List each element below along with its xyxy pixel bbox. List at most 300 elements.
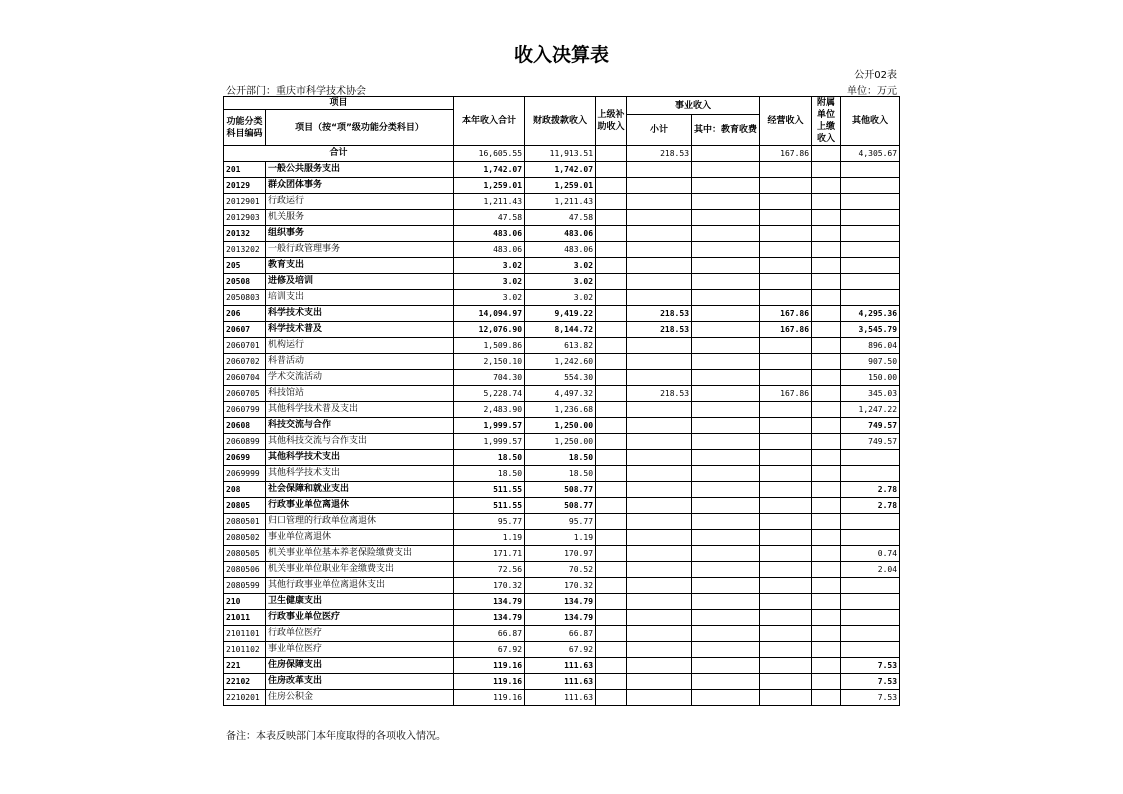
row-cell-career-edu: [692, 578, 760, 594]
row-cell-total: 511.55: [454, 498, 525, 514]
footnote: 备注：本表反映部门本年度取得的各项收入情况。: [226, 731, 446, 742]
row-cell-career-sub: [627, 514, 692, 530]
row-cell-other: [841, 242, 900, 258]
table-row: [224, 482, 900, 498]
header-fiscal: 财政拨款收入: [525, 97, 596, 146]
row-cell-fiscal: 483.06: [525, 226, 596, 242]
row-cell-business: 167.86: [760, 386, 812, 402]
row-cell-fiscal: 18.50: [525, 450, 596, 466]
row-name: 其他科学技术支出: [266, 466, 454, 482]
row-cell-total: 170.32: [454, 578, 525, 594]
row-cell-affiliated: [812, 594, 841, 610]
row-cell-other: 2.04: [841, 562, 900, 578]
row-name: 机关事业单位职业年金缴费支出: [266, 562, 454, 578]
row-name: 科学技术普及: [266, 322, 454, 338]
row-cell-fiscal: 1,250.00: [525, 434, 596, 450]
row-cell-affiliated: [812, 466, 841, 482]
row-cell-fiscal: 3.02: [525, 258, 596, 274]
row-cell-career-sub: [627, 210, 692, 226]
row-cell-career-sub: 218.53: [627, 322, 692, 338]
table-row: [224, 562, 900, 578]
row-cell-subsidy: [596, 434, 627, 450]
table-row: [224, 194, 900, 210]
row-cell-business: [760, 338, 812, 354]
row-cell-business: [760, 610, 812, 626]
row-name: 其他科学技术支出: [266, 450, 454, 466]
row-name: 一般公共服务支出: [266, 162, 454, 178]
row-cell-career-sub: [627, 450, 692, 466]
row-name: 进修及培训: [266, 274, 454, 290]
row-cell-subsidy: [596, 674, 627, 690]
row-cell-business: [760, 626, 812, 642]
row-cell-subsidy: [596, 386, 627, 402]
row-cell-fiscal: 508.77: [525, 498, 596, 514]
row-cell-affiliated: [812, 370, 841, 386]
row-cell-fiscal: 67.92: [525, 642, 596, 658]
row-cell-other: [841, 578, 900, 594]
row-cell-career-sub: [627, 658, 692, 674]
row-cell-total: 119.16: [454, 658, 525, 674]
row-cell-career-sub: [627, 530, 692, 546]
row-cell-fiscal: 3.02: [525, 290, 596, 306]
table-row: [224, 322, 900, 338]
row-code: 2101101: [224, 626, 266, 642]
total-cell-subsidy: [596, 146, 627, 162]
row-cell-other: 7.53: [841, 674, 900, 690]
row-cell-other: [841, 642, 900, 658]
total-label: 合计: [224, 146, 454, 162]
row-cell-career-sub: [627, 466, 692, 482]
row-code: 201: [224, 162, 266, 178]
row-cell-total: 1.19: [454, 530, 525, 546]
table-row: [224, 530, 900, 546]
row-code: 2080505: [224, 546, 266, 562]
row-cell-career-edu: [692, 626, 760, 642]
row-cell-business: [760, 210, 812, 226]
row-cell-affiliated: [812, 514, 841, 530]
row-name: 学术交流活动: [266, 370, 454, 386]
row-cell-subsidy: [596, 194, 627, 210]
row-cell-other: 4,295.36: [841, 306, 900, 322]
row-code: 2101102: [224, 642, 266, 658]
row-cell-career-edu: [692, 466, 760, 482]
row-cell-other: [841, 290, 900, 306]
row-cell-other: 3,545.79: [841, 322, 900, 338]
row-code: 20699: [224, 450, 266, 466]
row-cell-career-edu: [692, 546, 760, 562]
header-business: 经营收入: [760, 97, 812, 146]
row-name: 住房改革支出: [266, 674, 454, 690]
header-total: 本年收入合计: [454, 97, 525, 146]
table-row: [224, 210, 900, 226]
row-cell-career-sub: [627, 354, 692, 370]
row-cell-total: 66.87: [454, 626, 525, 642]
table-row: [224, 594, 900, 610]
row-cell-business: [760, 482, 812, 498]
row-cell-total: 119.16: [454, 674, 525, 690]
row-cell-other: [841, 610, 900, 626]
row-cell-business: [760, 194, 812, 210]
table-row: [224, 370, 900, 386]
row-cell-affiliated: [812, 626, 841, 642]
table-row: [224, 418, 900, 434]
row-cell-business: [760, 690, 812, 706]
row-cell-career-edu: [692, 306, 760, 322]
row-code: 206: [224, 306, 266, 322]
row-cell-affiliated: [812, 242, 841, 258]
row-cell-subsidy: [596, 450, 627, 466]
row-code: 22102: [224, 674, 266, 690]
row-cell-business: [760, 370, 812, 386]
row-cell-career-sub: [627, 690, 692, 706]
row-cell-subsidy: [596, 658, 627, 674]
row-cell-career-sub: [627, 178, 692, 194]
row-cell-total: 2,150.10: [454, 354, 525, 370]
row-cell-affiliated: [812, 450, 841, 466]
row-cell-career-edu: [692, 610, 760, 626]
row-cell-total: 483.06: [454, 226, 525, 242]
row-cell-business: [760, 594, 812, 610]
row-cell-business: [760, 162, 812, 178]
row-cell-fiscal: 1,211.43: [525, 194, 596, 210]
row-cell-subsidy: [596, 290, 627, 306]
table-row: [224, 258, 900, 274]
row-cell-career-edu: [692, 450, 760, 466]
row-code: 2080501: [224, 514, 266, 530]
form-number: 公开02表: [854, 70, 897, 81]
row-cell-business: [760, 642, 812, 658]
table-row: [224, 450, 900, 466]
row-cell-affiliated: [812, 546, 841, 562]
row-cell-fiscal: 3.02: [525, 274, 596, 290]
row-cell-career-edu: [692, 162, 760, 178]
row-cell-other: 2.78: [841, 498, 900, 514]
row-name: 行政事业单位离退休: [266, 498, 454, 514]
row-cell-business: [760, 226, 812, 242]
header-name: 项目（按“项”级功能分类科目）: [266, 110, 454, 146]
row-cell-other: [841, 594, 900, 610]
row-cell-fiscal: 613.82: [525, 338, 596, 354]
row-cell-business: [760, 354, 812, 370]
table-row: [224, 386, 900, 402]
row-cell-other: 7.53: [841, 658, 900, 674]
row-cell-subsidy: [596, 690, 627, 706]
total-cell-career-sub: 218.53: [627, 146, 692, 162]
row-cell-fiscal: 554.30: [525, 370, 596, 386]
row-cell-total: 47.58: [454, 210, 525, 226]
row-cell-total: 1,259.01: [454, 178, 525, 194]
row-cell-career-edu: [692, 514, 760, 530]
row-name: 机关事业单位基本养老保险缴费支出: [266, 546, 454, 562]
row-cell-business: [760, 434, 812, 450]
row-cell-other: 7.53: [841, 690, 900, 706]
row-cell-fiscal: 1.19: [525, 530, 596, 546]
row-cell-total: 1,509.86: [454, 338, 525, 354]
row-cell-affiliated: [812, 290, 841, 306]
total-cell-affiliated: [812, 146, 841, 162]
row-cell-business: [760, 546, 812, 562]
row-code: 2013202: [224, 242, 266, 258]
row-cell-affiliated: [812, 418, 841, 434]
table-row: [224, 178, 900, 194]
row-cell-career-sub: 218.53: [627, 306, 692, 322]
row-cell-career-sub: [627, 402, 692, 418]
table-row: [224, 290, 900, 306]
row-cell-affiliated: [812, 562, 841, 578]
row-cell-subsidy: [596, 370, 627, 386]
row-cell-business: [760, 402, 812, 418]
row-cell-subsidy: [596, 210, 627, 226]
row-cell-total: 511.55: [454, 482, 525, 498]
row-name: 教育支出: [266, 258, 454, 274]
row-cell-total: 12,076.90: [454, 322, 525, 338]
row-code: 20508: [224, 274, 266, 290]
total-cell-fiscal: 11,913.51: [525, 146, 596, 162]
row-cell-affiliated: [812, 658, 841, 674]
row-name: 住房保障支出: [266, 658, 454, 674]
row-cell-subsidy: [596, 242, 627, 258]
table-row: [224, 162, 900, 178]
table-row: [224, 402, 900, 418]
row-cell-total: 134.79: [454, 610, 525, 626]
row-cell-career-edu: [692, 402, 760, 418]
row-cell-career-edu: [692, 178, 760, 194]
row-code: 2080502: [224, 530, 266, 546]
row-cell-other: [841, 162, 900, 178]
row-cell-business: 167.86: [760, 306, 812, 322]
row-cell-career-sub: [627, 482, 692, 498]
row-cell-subsidy: [596, 322, 627, 338]
total-cell-other: 4,305.67: [841, 146, 900, 162]
row-cell-career-edu: [692, 482, 760, 498]
row-cell-business: [760, 514, 812, 530]
row-code: 205: [224, 258, 266, 274]
row-cell-total: 72.56: [454, 562, 525, 578]
row-cell-business: [760, 290, 812, 306]
row-code: 210: [224, 594, 266, 610]
row-cell-subsidy: [596, 306, 627, 322]
row-cell-career-sub: [627, 578, 692, 594]
row-code: 2012901: [224, 194, 266, 210]
row-cell-fiscal: 134.79: [525, 610, 596, 626]
row-cell-career-edu: [692, 194, 760, 210]
row-cell-total: 3.02: [454, 290, 525, 306]
row-cell-other: [841, 626, 900, 642]
row-name: 事业单位医疗: [266, 642, 454, 658]
table-row: [224, 690, 900, 706]
row-cell-total: 95.77: [454, 514, 525, 530]
row-cell-career-edu: [692, 498, 760, 514]
total-cell-business: 167.86: [760, 146, 812, 162]
header-code: 功能分类科目编码: [224, 110, 266, 146]
row-name: 行政单位医疗: [266, 626, 454, 642]
row-cell-total: 134.79: [454, 594, 525, 610]
header-other: 其他收入: [841, 97, 900, 146]
row-code: 20608: [224, 418, 266, 434]
row-cell-business: [760, 498, 812, 514]
row-cell-business: 167.86: [760, 322, 812, 338]
row-cell-affiliated: [812, 322, 841, 338]
row-cell-affiliated: [812, 434, 841, 450]
row-cell-fiscal: 508.77: [525, 482, 596, 498]
row-cell-subsidy: [596, 578, 627, 594]
row-cell-affiliated: [812, 386, 841, 402]
row-code: 2060799: [224, 402, 266, 418]
row-cell-career-sub: [627, 498, 692, 514]
row-cell-affiliated: [812, 530, 841, 546]
row-cell-fiscal: 1,250.00: [525, 418, 596, 434]
row-cell-subsidy: [596, 642, 627, 658]
row-cell-career-sub: [627, 226, 692, 242]
row-cell-career-sub: [627, 626, 692, 642]
header-career: 事业收入: [627, 97, 760, 115]
row-cell-subsidy: [596, 562, 627, 578]
row-cell-total: 171.71: [454, 546, 525, 562]
row-cell-subsidy: [596, 482, 627, 498]
row-cell-fiscal: 66.87: [525, 626, 596, 642]
row-name: 归口管理的行政单位离退休: [266, 514, 454, 530]
row-cell-subsidy: [596, 354, 627, 370]
row-cell-other: 150.00: [841, 370, 900, 386]
row-cell-business: [760, 274, 812, 290]
row-cell-other: 1,247.22: [841, 402, 900, 418]
row-cell-career-sub: [627, 338, 692, 354]
row-cell-fiscal: 95.77: [525, 514, 596, 530]
row-cell-affiliated: [812, 258, 841, 274]
row-cell-career-sub: [627, 290, 692, 306]
row-cell-business: [760, 530, 812, 546]
row-name: 群众团体事务: [266, 178, 454, 194]
row-code: 2050803: [224, 290, 266, 306]
row-cell-subsidy: [596, 274, 627, 290]
total-cell-total: 16,605.55: [454, 146, 525, 162]
row-cell-career-edu: [692, 562, 760, 578]
row-cell-affiliated: [812, 194, 841, 210]
department-label: 公开部门：重庆市科学技术协会: [226, 86, 366, 97]
page-title: 收入决算表: [513, 44, 609, 66]
row-cell-fiscal: 111.63: [525, 674, 596, 690]
row-cell-other: 749.57: [841, 434, 900, 450]
row-cell-total: 1,742.07: [454, 162, 525, 178]
row-cell-fiscal: 1,236.68: [525, 402, 596, 418]
row-cell-subsidy: [596, 338, 627, 354]
row-cell-career-sub: [627, 434, 692, 450]
row-code: 221: [224, 658, 266, 674]
row-cell-career-edu: [692, 434, 760, 450]
table-row: [224, 466, 900, 482]
row-cell-career-edu: [692, 226, 760, 242]
row-code: 20607: [224, 322, 266, 338]
row-cell-career-sub: [627, 274, 692, 290]
table-row: [224, 610, 900, 626]
row-cell-career-edu: [692, 210, 760, 226]
row-cell-business: [760, 418, 812, 434]
row-cell-fiscal: 47.58: [525, 210, 596, 226]
row-code: 2210201: [224, 690, 266, 706]
row-cell-other: [841, 226, 900, 242]
table-row: [224, 498, 900, 514]
row-cell-career-edu: [692, 594, 760, 610]
row-code: 2060701: [224, 338, 266, 354]
row-cell-career-edu: [692, 242, 760, 258]
row-cell-other: [841, 466, 900, 482]
row-cell-fiscal: 170.32: [525, 578, 596, 594]
row-cell-business: [760, 562, 812, 578]
row-cell-subsidy: [596, 226, 627, 242]
table-row: [224, 242, 900, 258]
table-header: [224, 97, 900, 146]
row-code: 2060702: [224, 354, 266, 370]
row-cell-career-edu: [692, 370, 760, 386]
table-row: [224, 658, 900, 674]
row-cell-business: [760, 242, 812, 258]
table-body: [224, 146, 900, 706]
row-cell-total: 1,211.43: [454, 194, 525, 210]
row-cell-career-sub: [627, 642, 692, 658]
row-cell-subsidy: [596, 610, 627, 626]
row-cell-total: 18.50: [454, 450, 525, 466]
row-cell-subsidy: [596, 498, 627, 514]
total-cell-career-edu: [692, 146, 760, 162]
table-row: [224, 434, 900, 450]
row-name: 行政事业单位医疗: [266, 610, 454, 626]
row-cell-affiliated: [812, 690, 841, 706]
row-cell-career-edu: [692, 658, 760, 674]
table-row: [224, 226, 900, 242]
row-cell-other: [841, 450, 900, 466]
row-cell-business: [760, 178, 812, 194]
row-cell-business: [760, 674, 812, 690]
row-cell-other: 0.74: [841, 546, 900, 562]
unit-label: 单位：万元: [847, 86, 897, 97]
table-row: [224, 674, 900, 690]
row-name: 机关服务: [266, 210, 454, 226]
income-table: [223, 96, 900, 706]
row-cell-career-sub: [627, 162, 692, 178]
table-row: [224, 578, 900, 594]
row-name: 其他行政事业单位离退休支出: [266, 578, 454, 594]
row-cell-career-sub: [627, 242, 692, 258]
row-cell-career-sub: [627, 610, 692, 626]
row-cell-other: [841, 274, 900, 290]
row-cell-fiscal: 70.52: [525, 562, 596, 578]
row-cell-career-edu: [692, 274, 760, 290]
header-career-subtotal: 小计: [627, 115, 692, 146]
row-name: 事业单位离退休: [266, 530, 454, 546]
row-cell-career-sub: [627, 594, 692, 610]
row-cell-fiscal: 8,144.72: [525, 322, 596, 338]
row-name: 社会保障和就业支出: [266, 482, 454, 498]
row-cell-affiliated: [812, 674, 841, 690]
row-cell-other: [841, 530, 900, 546]
row-cell-total: 5,228.74: [454, 386, 525, 402]
row-cell-career-edu: [692, 290, 760, 306]
row-cell-other: 749.57: [841, 418, 900, 434]
row-cell-fiscal: 134.79: [525, 594, 596, 610]
row-cell-business: [760, 466, 812, 482]
total-row: [224, 146, 900, 162]
row-cell-other: [841, 194, 900, 210]
row-cell-affiliated: [812, 610, 841, 626]
row-cell-business: [760, 578, 812, 594]
row-code: 2012903: [224, 210, 266, 226]
row-cell-other: [841, 178, 900, 194]
row-cell-other: 896.04: [841, 338, 900, 354]
row-cell-fiscal: 9,419.22: [525, 306, 596, 322]
table-row: [224, 546, 900, 562]
row-cell-total: 704.30: [454, 370, 525, 386]
row-cell-career-sub: 218.53: [627, 386, 692, 402]
